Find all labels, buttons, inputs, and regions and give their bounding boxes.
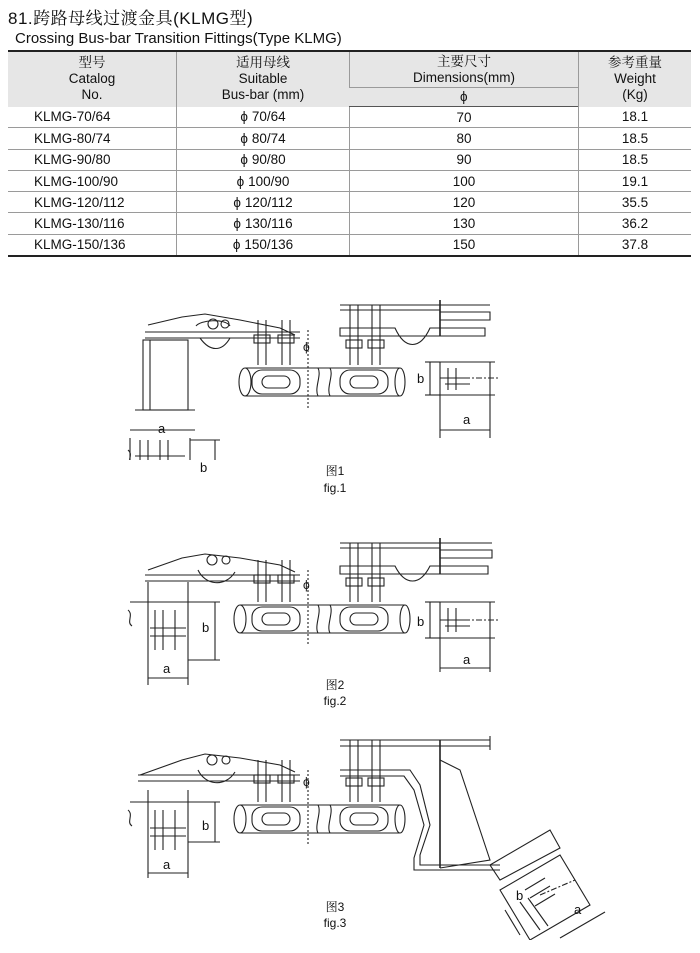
spec-table (8, 50, 691, 257)
table-row: KLMG-150/136 ϕ 150/136 150 37.8 (8, 234, 691, 256)
figure-3-caption-cn: 图3 (325, 900, 345, 914)
dim-phi-fig2: ϕ (303, 578, 310, 592)
figure-3-caption-en: fig.3 (323, 916, 347, 930)
table-row: KLMG-120/112 ϕ 120/112 120 35.5 (8, 192, 691, 213)
figure-1-caption-en: fig.1 (323, 481, 347, 495)
dim-phi-fig3: ϕ (303, 775, 310, 789)
dim-b-fig2-left: b (202, 620, 210, 635)
table-row: KLMG-80/74 ϕ 80/74 80 18.5 (8, 128, 691, 149)
dim-phi-fig1: ϕ (303, 340, 310, 354)
figure-2-caption-cn: 图2 (325, 678, 345, 692)
header-phi: ϕ (350, 88, 579, 107)
dim-a-fig2-right: a (463, 652, 471, 667)
dim-b-fig1-right: b (417, 371, 425, 386)
header-weight: 参考重量 Weight (Kg) (579, 51, 692, 107)
figure-1-caption-cn: 图1 (325, 464, 345, 478)
table-row: KLMG-90/80 ϕ 90/80 90 18.5 (8, 149, 691, 170)
dim-a-fig1-left: a (158, 421, 166, 436)
figure-2-drawing (0, 530, 700, 700)
page-title: 81.跨路母线过渡金具(KLMG型) (8, 9, 254, 28)
header-busbar: 适用母线 Suitable Bus-bar (mm) (177, 51, 350, 107)
dim-a-fig3-right: a (574, 902, 582, 917)
table-row: KLMG-130/116 ϕ 130/116 130 36.2 (8, 213, 691, 234)
table-row: KLMG-100/90 ϕ 100/90 100 19.1 (8, 170, 691, 191)
dim-b-fig3-right: b (516, 888, 524, 903)
figure-1-drawing (0, 290, 700, 460)
header-catalog: 型号 Catalog No. (8, 51, 177, 107)
dim-b-fig1-left: b (200, 460, 208, 475)
dim-a-fig2-left: a (163, 661, 171, 676)
dim-a-fig1-top: a (463, 412, 471, 427)
page-subtitle: Crossing Bus-bar Transition Fittings(Type KLMG) (15, 30, 342, 47)
table-row: KLMG-70/64 ϕ 70/64 70 18.1 (8, 107, 691, 128)
figure-2-caption-en: fig.2 (323, 694, 347, 708)
dim-a-fig3-left: a (163, 857, 171, 872)
header-dimensions: 主要尺寸 Dimensions(mm) (350, 51, 579, 88)
dim-b-fig3-left: b (202, 818, 210, 833)
dim-b-fig2-right: b (417, 614, 425, 629)
